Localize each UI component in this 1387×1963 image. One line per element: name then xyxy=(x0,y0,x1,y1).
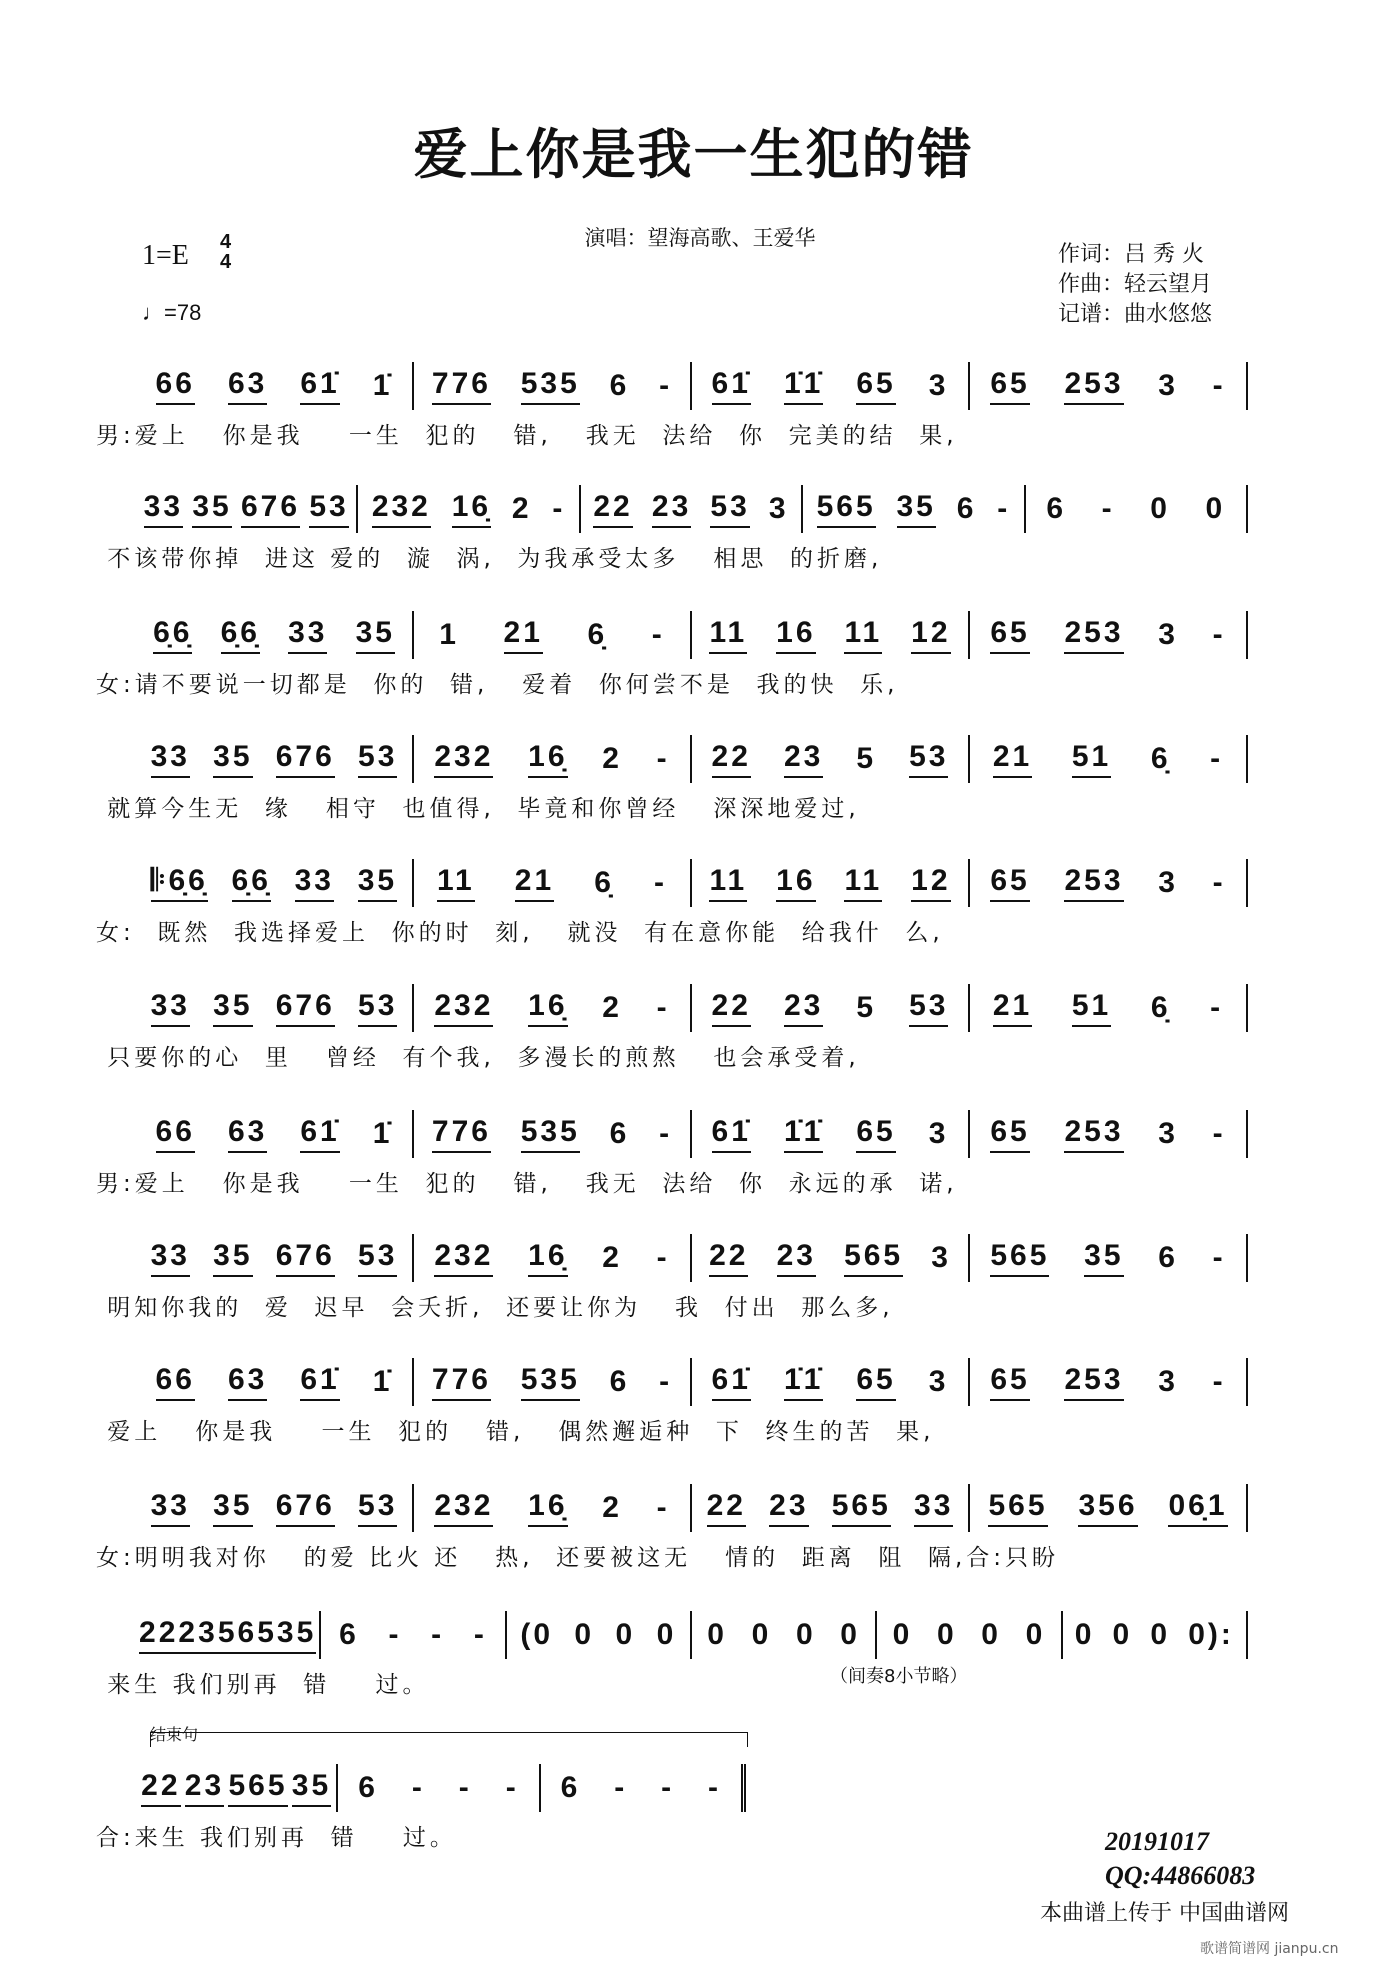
note-group: 1̇1̇ xyxy=(784,367,823,405)
note-group: 253 xyxy=(1064,367,1123,405)
note-group: 53 xyxy=(710,490,749,528)
note-group: 61̇ xyxy=(712,1115,751,1153)
note-group: 16̣ xyxy=(528,989,567,1027)
note-group: 22 xyxy=(707,1489,746,1527)
measure xyxy=(581,485,803,533)
note-group: 61̇ xyxy=(300,1115,339,1153)
note-group: - xyxy=(1212,1117,1226,1150)
note-group: 33 xyxy=(144,490,183,528)
note-group: 5 xyxy=(856,742,877,775)
note-group: 6 xyxy=(609,1117,630,1150)
score-row xyxy=(136,1358,1248,1406)
measure xyxy=(1026,485,1248,533)
note-group: 0 xyxy=(795,1618,816,1651)
note-group: 0 xyxy=(656,1618,677,1651)
note-group: 232 xyxy=(372,490,431,528)
credits xyxy=(1058,240,1212,330)
note-group: - xyxy=(708,1771,722,1804)
note-group: 2 xyxy=(602,1241,622,1274)
note-group: 565 xyxy=(988,1489,1047,1527)
measure xyxy=(321,1611,506,1659)
note-group: 0 xyxy=(707,1618,727,1651)
note-group: (0 xyxy=(520,1618,554,1651)
measure xyxy=(414,1484,692,1532)
measure xyxy=(136,1484,414,1532)
measure xyxy=(414,984,692,1032)
note-group: 565 xyxy=(832,1489,891,1527)
measure xyxy=(970,859,1248,907)
note-group: 5 xyxy=(856,991,877,1024)
measure xyxy=(414,735,692,783)
lyric-line: 女:请不要说一切都是 你的 错, 爱着 你何尝不是 我的快 乐, xyxy=(96,672,899,698)
note-group: 23 xyxy=(777,1239,816,1277)
note-group: 6̣6̣ xyxy=(232,864,271,902)
note-group: 65 xyxy=(856,367,895,405)
note-group: 232 xyxy=(434,1239,493,1277)
note-group: 21 xyxy=(993,989,1032,1027)
note-group: - xyxy=(1210,742,1224,775)
note-group: 65 xyxy=(990,367,1029,405)
note-group: 06̣1 xyxy=(1168,1489,1227,1527)
note-group: 1̇ xyxy=(372,1365,393,1398)
measure xyxy=(692,1358,970,1406)
note-group: - xyxy=(1212,1365,1226,1398)
note-group: 535 xyxy=(521,1363,580,1401)
note-group: 3 xyxy=(1158,369,1178,402)
singers: 演唱：望海高歌、王爱华 xyxy=(584,226,816,250)
note-group: 51 xyxy=(1072,989,1111,1027)
measure xyxy=(803,485,1025,533)
lyric-line: 男:爱上 你是我 一生 犯的 错, 我无 法给 你 永远的承 诺, xyxy=(96,1171,958,1197)
note-group: 2 xyxy=(602,742,622,775)
measure xyxy=(136,485,358,533)
note-group: 33 xyxy=(151,989,190,1027)
note-group: 6̣6̣ xyxy=(221,616,260,654)
note-group: 676 xyxy=(276,1489,335,1527)
measure xyxy=(136,362,414,410)
note-group: 63 xyxy=(228,367,267,405)
lyric-line: 爱上 你是我 一生 犯的 错, 偶然邂逅种 下 终生的苦 果, xyxy=(96,1419,935,1445)
lyric-line: 合:来生 我们别再 错 过。 xyxy=(96,1825,457,1851)
note-group: 53 xyxy=(909,989,948,1027)
note-group: 356 xyxy=(1078,1489,1137,1527)
score-row xyxy=(136,1110,1248,1158)
note-group: 53 xyxy=(358,989,397,1027)
note-group: 61̇ xyxy=(712,1363,751,1401)
measure xyxy=(136,859,414,907)
note-group: 65 xyxy=(990,616,1029,654)
note-group: 53 xyxy=(358,1239,397,1277)
note-group: 0 xyxy=(892,1618,913,1651)
note-group: 16 xyxy=(776,616,815,654)
note-group: 3 xyxy=(931,1241,951,1274)
note-group: 6 xyxy=(1158,1241,1178,1274)
note-group: 0 xyxy=(1150,1618,1171,1651)
note-group: 51 xyxy=(1072,740,1111,778)
note-group: 53 xyxy=(358,1489,397,1527)
note-group: 3 xyxy=(928,1117,949,1150)
date-qq xyxy=(1105,1825,1255,1893)
measure xyxy=(414,1358,692,1406)
note-group: 0 xyxy=(574,1618,595,1651)
note-group: 3 xyxy=(1158,1365,1178,1398)
note-group: 35 xyxy=(213,989,252,1027)
note-group: 6 xyxy=(560,1771,581,1804)
note-group: 61̇ xyxy=(712,367,751,405)
note-group: - xyxy=(656,1241,670,1274)
measure xyxy=(338,1764,540,1812)
measure xyxy=(692,1484,970,1532)
note-group: 3 xyxy=(1158,618,1178,651)
note-group: 33 xyxy=(914,1489,953,1527)
note-group: 11 xyxy=(844,616,882,654)
lyric-line: 就算今生无 缘 相守 也值得, 毕竟和你曾经 深深地爱过, xyxy=(96,796,860,822)
note-group: 232 xyxy=(434,1489,493,1527)
measure xyxy=(541,1764,746,1812)
note-group: - xyxy=(431,1618,445,1651)
score-row xyxy=(136,485,1248,533)
note-group: - xyxy=(659,369,673,402)
measure xyxy=(692,859,970,907)
note-group: 22 xyxy=(593,490,632,528)
note-group: - xyxy=(1101,492,1115,525)
score-row xyxy=(136,611,1248,659)
note-group: - xyxy=(614,1771,628,1804)
note-group: - xyxy=(656,991,670,1024)
note-group: 0): xyxy=(1188,1618,1234,1651)
key-signature: 1=E xyxy=(142,240,189,271)
score-row xyxy=(136,362,1248,410)
measure xyxy=(1063,1611,1248,1659)
note-group: 65 xyxy=(990,864,1029,902)
measure xyxy=(507,1611,692,1659)
note-group: 6 xyxy=(609,369,630,402)
note-group: - xyxy=(1212,1241,1226,1274)
measure xyxy=(414,859,692,907)
ending-bracket xyxy=(150,1732,748,1747)
note-group: 11 xyxy=(709,864,747,902)
transcriber: 记谱：曲水悠悠 xyxy=(1058,302,1213,327)
note-group: - xyxy=(1212,866,1226,899)
note-group: 6̣6̣ xyxy=(153,616,192,654)
note-group: 35 xyxy=(192,490,231,528)
note-group: 21 xyxy=(504,616,543,654)
note-group: 11 xyxy=(844,864,882,902)
note-group: 65 xyxy=(856,1363,895,1401)
measure xyxy=(970,735,1248,783)
note-group: 65 xyxy=(856,1115,895,1153)
measure xyxy=(692,1110,970,1158)
note-group: 253 xyxy=(1064,616,1123,654)
note-group: - xyxy=(656,742,670,775)
date: 20191017 xyxy=(1105,1827,1209,1856)
note-group: - xyxy=(1212,618,1226,651)
note-group: 33 xyxy=(295,864,334,902)
note-group: 0 xyxy=(615,1618,636,1651)
note-group: 535 xyxy=(521,367,580,405)
footer: 本曲谱上传于 中国曲谱网 xyxy=(1040,1901,1289,1926)
score-row xyxy=(136,1764,746,1812)
note-group: 53 xyxy=(909,740,948,778)
time-signature xyxy=(220,232,231,272)
note-group: 63 xyxy=(228,1115,267,1153)
note-group: 253 xyxy=(1064,1115,1123,1153)
measure xyxy=(692,735,970,783)
note-group: 35 xyxy=(292,1769,331,1807)
note-group: 6 xyxy=(609,1365,630,1398)
song-title: 爱上你是我一生犯的错 xyxy=(413,122,974,186)
note-group: 3 xyxy=(928,369,949,402)
measure xyxy=(970,984,1248,1032)
note-group: 535 xyxy=(521,1115,580,1153)
measure xyxy=(877,1611,1062,1659)
note-group: 0 xyxy=(840,1618,860,1651)
ending-label: 结束句 xyxy=(150,1725,199,1744)
note-group: 16̣ xyxy=(528,1489,567,1527)
measure xyxy=(692,1611,877,1659)
note-group: 565 xyxy=(990,1239,1049,1277)
note-group: 33 xyxy=(288,616,327,654)
note-group: 253 xyxy=(1064,1363,1123,1401)
note-group: 22 xyxy=(712,740,751,778)
note-group: 776 xyxy=(432,367,491,405)
note-group: 6 xyxy=(339,1618,359,1651)
note-group: 6̣ xyxy=(594,866,614,899)
note-group: 11 xyxy=(709,616,747,654)
measure xyxy=(136,1611,321,1659)
note-group: 6̣ xyxy=(587,618,608,651)
note-group: 0 xyxy=(751,1618,772,1651)
measure xyxy=(136,1110,414,1158)
note-group: 33 xyxy=(151,1489,190,1527)
note-group: - xyxy=(505,1771,519,1804)
lyric-line: 不该带你掉 进这 爱的 漩 涡, 为我承受太多 相思 的折磨, xyxy=(96,546,883,572)
note-group: 3 xyxy=(1158,1117,1178,1150)
note-group: - xyxy=(661,1771,675,1804)
lyric-line: 只要你的心 里 曾经 有个我, 多漫长的煎熬 也会承受着, xyxy=(96,1045,860,1071)
note-group: - xyxy=(411,1771,425,1804)
note-group: 3 xyxy=(1158,866,1178,899)
note-group: 11 xyxy=(437,864,475,902)
note-group: 1̇1̇ xyxy=(784,1363,823,1401)
note-group: - xyxy=(997,492,1011,525)
note-group: 6 xyxy=(358,1771,378,1804)
score-row xyxy=(136,984,1248,1032)
note-group: 65 xyxy=(990,1363,1029,1401)
note-group: 35 xyxy=(897,490,936,528)
note-group: 33 xyxy=(151,1239,190,1277)
note-group: 53 xyxy=(309,490,348,528)
note-group: 35 xyxy=(358,864,397,902)
note-group: 16̣ xyxy=(452,490,491,528)
note-group: 565 xyxy=(228,1769,287,1807)
score-row xyxy=(136,1484,1248,1532)
note-group: 16̣ xyxy=(528,740,567,778)
note-group: 1̇ xyxy=(372,369,393,402)
measure xyxy=(358,485,580,533)
note-group: 232 xyxy=(434,740,493,778)
note-group: 6 xyxy=(956,492,977,525)
note-group: - xyxy=(552,492,566,525)
measure xyxy=(692,1234,970,1282)
note-group: 565 xyxy=(218,1616,277,1654)
note-group: 66 xyxy=(156,1115,195,1153)
measure xyxy=(414,362,692,410)
note-group: 22 xyxy=(709,1239,748,1277)
note-group: 23 xyxy=(784,989,823,1027)
watermark: 歌谱简谱网 jianpu.cn xyxy=(1200,1941,1339,1957)
note-group: 3 xyxy=(928,1365,949,1398)
lyric-line: 来生 我们别再 错 过。 xyxy=(96,1672,430,1698)
note-group: 35 xyxy=(213,1489,252,1527)
note-group: 53 xyxy=(358,740,397,778)
lyric-line: 明知你我的 爱 迟早 会夭折, 还要让你为 我 付出 那么多, xyxy=(96,1295,894,1321)
measure xyxy=(692,984,970,1032)
score-row xyxy=(136,859,1248,907)
note-group: 676 xyxy=(276,740,335,778)
measure xyxy=(136,735,414,783)
note-group: 6̣ xyxy=(1150,742,1171,775)
measure xyxy=(136,984,414,1032)
note-group: 3 xyxy=(768,492,789,525)
note-group: 21 xyxy=(515,864,554,902)
note-group: 565 xyxy=(817,490,876,528)
composer: 作曲：轻云望月 xyxy=(1058,272,1213,297)
note-group: 0 xyxy=(1112,1618,1133,1651)
time-top: 4 xyxy=(220,231,232,253)
note-group: 63 xyxy=(228,1363,267,1401)
measure xyxy=(414,611,692,659)
note-group: 565 xyxy=(844,1239,903,1277)
note-group: 12 xyxy=(911,616,950,654)
score-row xyxy=(136,1611,1248,1659)
note-group: 776 xyxy=(432,1363,491,1401)
note-group: 6̣ xyxy=(1150,991,1171,1024)
measure xyxy=(136,1234,414,1282)
note-group: 35 xyxy=(1084,1239,1123,1277)
note-group: - xyxy=(659,1117,673,1150)
note-group: 0 xyxy=(936,1618,957,1651)
time-bottom: 4 xyxy=(220,251,232,273)
measure xyxy=(414,1110,692,1158)
measure xyxy=(136,1358,414,1406)
note-group: 𝄆6̣6̣ xyxy=(151,864,208,902)
note-group: - xyxy=(659,1365,673,1398)
note-group: - xyxy=(653,866,667,899)
note-group: 22 xyxy=(712,989,751,1027)
note-group: 35 xyxy=(213,1239,252,1277)
measure xyxy=(970,1234,1248,1282)
note-group: 776 xyxy=(432,1115,491,1153)
note-group: 16 xyxy=(776,864,815,902)
note-group: 23 xyxy=(784,740,823,778)
measure xyxy=(970,611,1248,659)
note-group: 676 xyxy=(276,1239,335,1277)
note-group: - xyxy=(473,1618,487,1651)
note-group: 16̣ xyxy=(528,1239,567,1277)
note-group: 23 xyxy=(178,1616,217,1654)
note-group: 676 xyxy=(276,989,335,1027)
note-group: 23 xyxy=(185,1769,224,1807)
note-group: 61̇ xyxy=(300,367,339,405)
lyric-line: 男:爱上 你是我 一生 犯的 错, 我无 法给 你 完美的结 果, xyxy=(96,423,958,449)
note-group: 22 xyxy=(141,1769,180,1807)
note-group: 23 xyxy=(769,1489,808,1527)
lyric-line: 女: 既然 我选择爱上 你的时 刻, 就没 有在意你能 给我什 么, xyxy=(96,920,944,946)
note-group: 0 xyxy=(1025,1618,1046,1651)
interlude-note: （间奏8小节略） xyxy=(830,1666,968,1687)
note-group: 21 xyxy=(993,740,1032,778)
note-group: 0 xyxy=(1150,492,1170,525)
tempo: ♩=78 xyxy=(142,300,202,325)
note-group: - xyxy=(1210,991,1224,1024)
qq: QQ:44866083 xyxy=(1105,1861,1256,1890)
note-group: 22 xyxy=(139,1616,178,1654)
measure xyxy=(136,611,414,659)
note-group: 66 xyxy=(156,1363,195,1401)
note-group: 1 xyxy=(439,618,459,651)
measure xyxy=(136,1764,338,1812)
measure xyxy=(970,1358,1248,1406)
lyric-line: 女:明明我对你 的爱 比火 还 热, 还要被这无 情的 距离 阻 隔,合:只盼 xyxy=(96,1545,1060,1571)
note-group: 676 xyxy=(241,490,300,528)
note-group: 1̇1̇ xyxy=(784,1115,823,1153)
note-group: 0 xyxy=(981,1618,1001,1651)
note-group: 2 xyxy=(602,991,622,1024)
note-group: - xyxy=(388,1618,402,1651)
note-group: 35 xyxy=(213,740,252,778)
note-group: - xyxy=(656,1491,670,1524)
note-group: 0 xyxy=(1074,1618,1095,1651)
note-group: 33 xyxy=(151,740,190,778)
measure xyxy=(692,362,970,410)
note-group: 253 xyxy=(1064,864,1123,902)
note-group: 12 xyxy=(911,864,950,902)
note-group: - xyxy=(1212,369,1226,402)
note-group: - xyxy=(651,618,665,651)
measure xyxy=(414,1234,692,1282)
note-group: 23 xyxy=(652,490,691,528)
note-group: 0 xyxy=(1205,492,1226,525)
note-group: 1̇ xyxy=(372,1117,393,1150)
note-group: 6 xyxy=(1046,492,1067,525)
measure xyxy=(970,362,1248,410)
note-group: - xyxy=(458,1771,472,1804)
note-group: 66 xyxy=(156,367,195,405)
score-row xyxy=(136,1234,1248,1282)
lyricist: 作词：吕 秀 火 xyxy=(1058,242,1204,267)
score-row xyxy=(136,735,1248,783)
note-group: 35 xyxy=(356,616,395,654)
note-group: 2 xyxy=(511,492,532,525)
measure xyxy=(970,1110,1248,1158)
note-group: 2 xyxy=(602,1491,622,1524)
note-group: 65 xyxy=(990,1115,1029,1153)
note-group: 35 xyxy=(277,1616,316,1654)
note-group: 232 xyxy=(434,989,493,1027)
note-group: 61̇ xyxy=(300,1363,339,1401)
measure xyxy=(970,1484,1248,1532)
measure xyxy=(692,611,970,659)
